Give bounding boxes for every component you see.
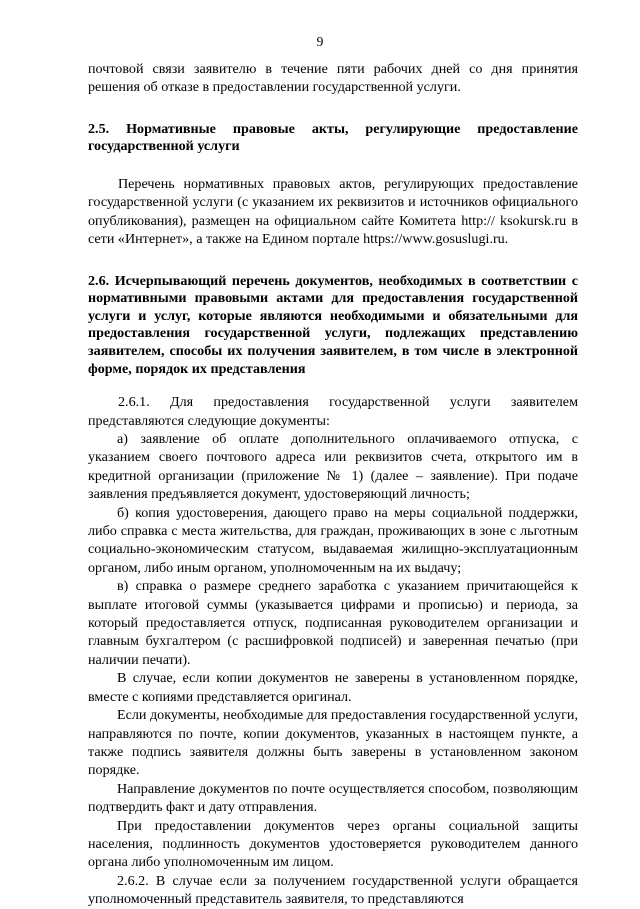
paragraph-direction: Направление документов по почте осуществляется способом, позволяющим подтвердить факт и дату отправления. (88, 780, 578, 816)
page-number: 9 (316, 34, 324, 49)
paragraph-mail: Если документы, необходимые для предоставления государственной услуги, направляются по почте, копии документов, указанных в настоящем пункте, а также подпись заявителя должны быть заверены в установленном законом порядке. (88, 707, 578, 779)
paragraph-continuation: почтовой связи заявителю в течение пяти рабочих дней со дня принятия решения об отказе в предоставлении государственной услуги. (88, 61, 578, 96)
section-2-5-heading: 2.5. Нормативные правовые акты, регулирующие предоставление государственной услуги (88, 120, 578, 155)
paragraph-2-6-2: 2.6.2. В случае если за получением государственной услуги обращается уполномоченный представитель заявителя, то представляются (88, 872, 578, 908)
paragraph-social: При предоставлении документов через органы социальной защиты населения, подлинность документов удостоверяется руководителем данного органа либо уполномоченным им лицом. (88, 817, 578, 871)
page-content (88, 60, 578, 909)
section-2-5-paragraph: Перечень нормативных правовых актов, регулирующих предоставление государственной услуги (с указанием их реквизитов и источников официального опубликования), размещен на официальном сайте Комитета http:// ksokursk.ru в сети «Интернет», а также на Едином портале https://www.gosuslugi.ru. (88, 176, 578, 248)
paragraph-2-6-1: 2.6.1. Для предоставления государственной услуги заявителем представляются следующие документы: (88, 394, 578, 429)
section-2-6-heading: 2.6. Исчерпывающий перечень документов, необходимых в соответствии с нормативными правовыми актами для предоставления государственной услуги и услуг, которые являются необходимыми и обязательными для предоставления государственной услуги, подлежащих представлению заявителем, способы их получения заявителем, в том числе в электронной форме, порядок их представления (88, 272, 578, 377)
paragraph-item-b: б) копия удостоверения, дающего право на меры социальной поддержки, либо справка с места жительства, для граждан, проживающих в зоне с льготным социально-экономическим статусом, выдаваемая жилищно-эксплуатационным органом, либо иным органом, уполномоченным на их выдачу; (88, 504, 578, 576)
paragraph-item-a: а) заявление об оплате дополнительного оплачиваемого отпуска, с указанием своего почтового адреса или реквизитов счета, открытого им в кредитной организации (приложение № 1) (далее – заявление). При подаче заявления предъявляется документ, удостоверяющий личность; (88, 431, 578, 503)
paragraph-item-c: в) справка о размере среднего заработка с указанием причитающейся к выплате итоговой суммы (указывается цифрами и прописью) и периода, за который предоставляется отпуск, подписанная руководителем организации и главным бухгалтером (с расшифровкой подписей) и заверенная печатью (при наличии печати). (88, 578, 578, 668)
paragraph-copies: В случае, если копии документов не заверены в установленном порядке, вместе с копиями представляется оригинал. (88, 670, 578, 705)
